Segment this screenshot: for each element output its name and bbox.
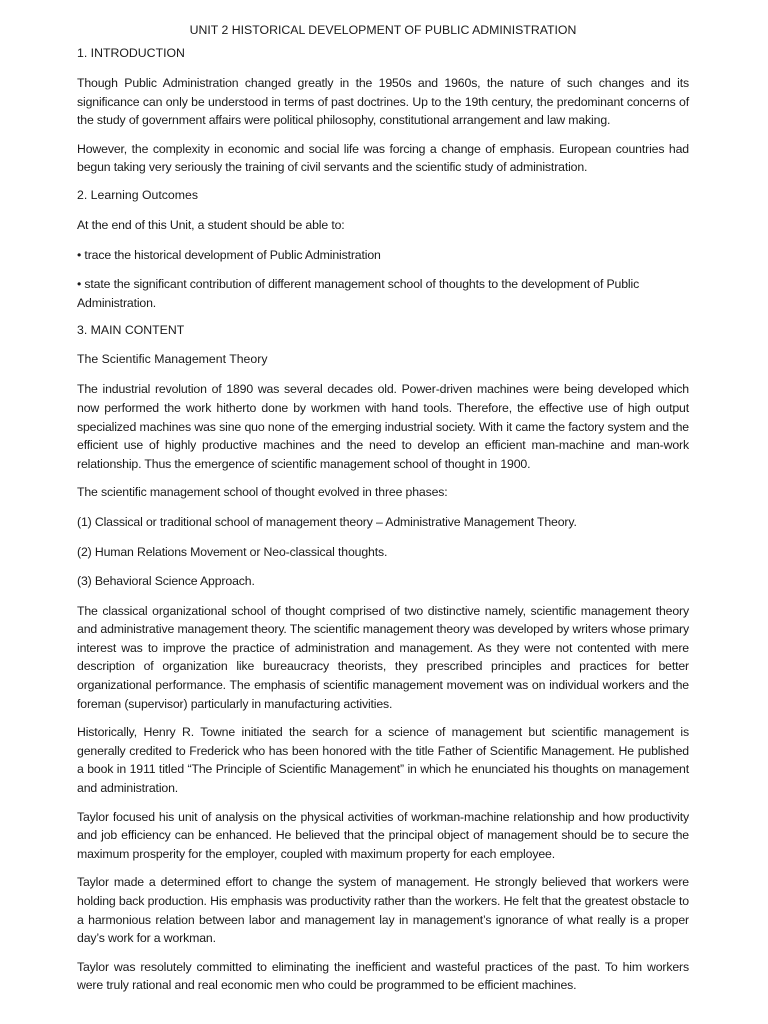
section-heading-learning-outcomes: 2. Learning Outcomes xyxy=(77,187,198,202)
document-title: UNIT 2 HISTORICAL DEVELOPMENT OF PUBLIC ADMINISTRATION xyxy=(189,23,577,37)
paragraph-classical-school: The classical organizational school of thought comprised of two distinctive namely, scientific management theory and administrative management theory. The scientific management theory was developed by writers whose primary interest was to improve the practice of administration and management. As they were not contented with mere description of organization like bureaucracy theorists, they prescribed principles and practices for better organizational performance. The emphasis of scientific management movement was on individual workers and the foreman (supervisor) particularly in manufacturing activities. xyxy=(77,603,689,711)
section-heading-main-content: 3. MAIN CONTENT xyxy=(77,323,185,338)
paragraph-taylor-focus: Taylor focused his unit of analysis on the physical activities of workman-machine relationship and how productivity and job efficiency can be enhanced. He believed that the principal object of management should be to secure the maximum prosperity for the employer, coupled with maximum property for each employee. xyxy=(77,809,689,861)
bullet-item-1: • trace the historical development of Public Administration xyxy=(77,247,381,262)
document-page xyxy=(77,22,689,1005)
paragraph-taylor-committed: Taylor was resolutely committed to eliminating the inefficient and wasteful practices of the past. To him workers were truly rational and real economic men who could be programmed to be efficient machines. xyxy=(77,959,689,993)
paragraph-three-phases: The scientific management school of thought evolved in three phases: xyxy=(77,485,448,500)
paragraph-industrial-revolution: The industrial revolution of 1890 was several decades old. Power-driven machines were being developed which now performed the work hitherto done by workmen with hand tools. Therefore, the effective use of high output specialized machines was sine quo none of the emerging industrial society. With it came the factory system and the efficient use of highly productive machines and the need to develop an efficient man-machine and man-work relationship. Thus the emergence of scientific management school of thought in 1900. xyxy=(77,382,689,471)
paragraph-intro-1: Though Public Administration changed greatly in the 1950s and 1960s, the nature of such changes and its significance can only be understood in terms of past doctrines. Up to the 19th century, the predominant concerns of the study of government affairs were political philosophy, constitutional arrangement and law making. xyxy=(77,76,689,128)
section-heading-introduction: 1. INTRODUCTION xyxy=(77,46,185,60)
bullet-item-2: • state the significant contribution of different management school of thoughts to the development of Public Administration. xyxy=(77,277,640,310)
paragraph-taylor-effort: Taylor made a determined effort to change the system of management. He strongly believed that workers were holding back production. His emphasis was productivity rather than the workers. He felt that the greatest obstacle to a harmonious relation between labor and management lay in management’s ignorance of what really is a proper day’s work for a workman. xyxy=(77,875,689,946)
phase-item-3: (3) Behavioral Science Approach. xyxy=(77,574,255,589)
paragraph-towne: Historically, Henry R. Towne initiated the search for a science of management but scientific management is generally credited to Frederick who has been honored with the title Father of Scientific Management. He published a book in 1911 titled “The Principle of Scientific Management” in which he enunciated his thoughts on management and administration. xyxy=(77,725,689,796)
subheading-scientific-management: The Scientific Management Theory xyxy=(77,352,268,367)
paragraph-outcomes-intro: At the end of this Unit, a student should be able to: xyxy=(77,217,345,232)
paragraph-intro-2: However, the complexity in economic and social life was forcing a change of emphasis. European countries had begun taking very seriously the training of civil servants and the scientific study of administration. xyxy=(77,141,689,175)
phase-item-1: (1) Classical or traditional school of management theory – Administrative Management Theory. xyxy=(77,514,577,529)
phase-item-2: (2) Human Relations Movement or Neo-classical thoughts. xyxy=(77,544,388,559)
